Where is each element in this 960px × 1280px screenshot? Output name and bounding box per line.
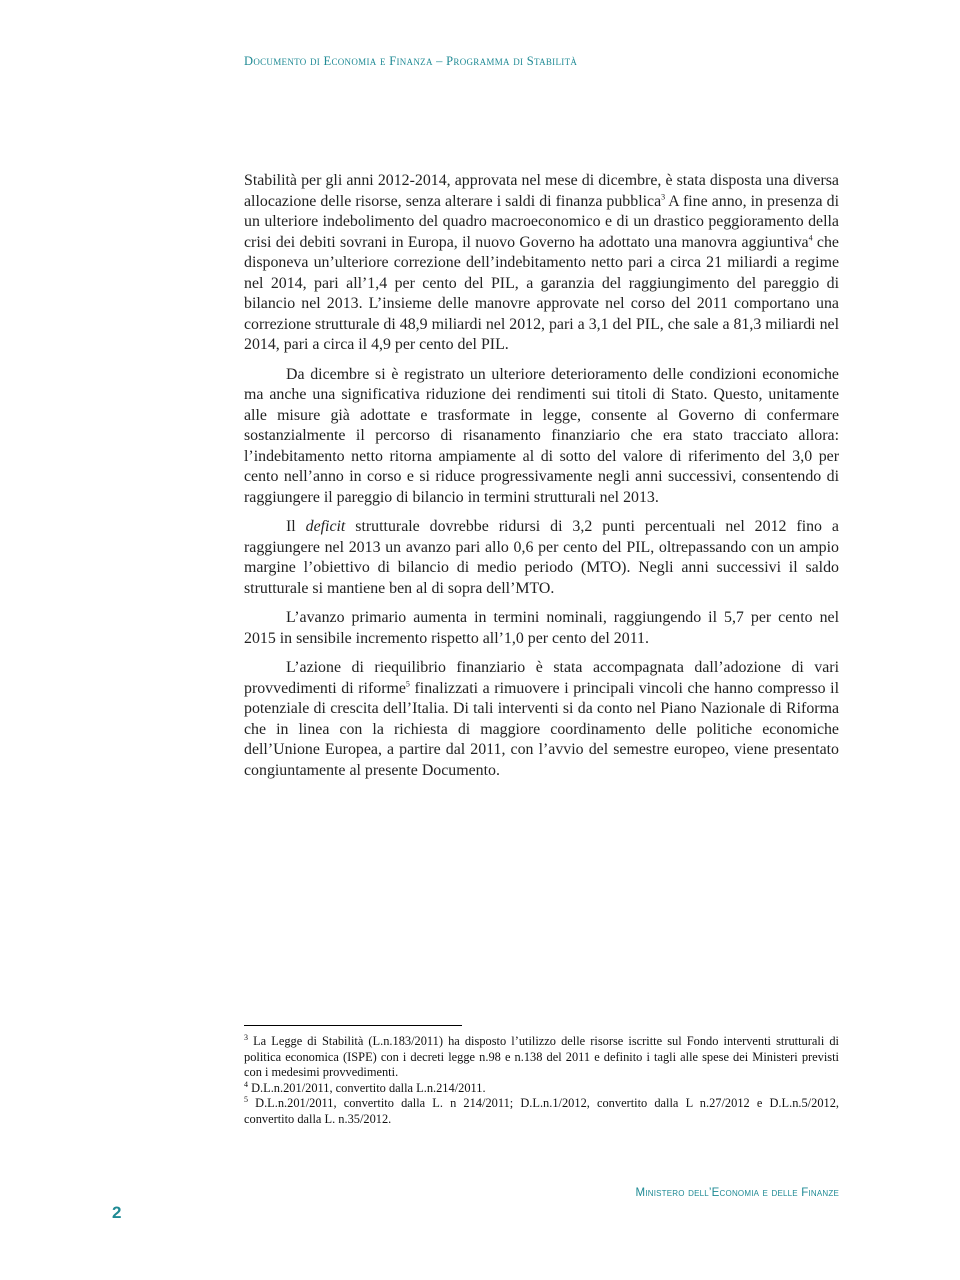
footnote-text: La Legge di Stabilità (L.n.183/2011) ha disposto l’utilizzo delle risorse iscritte sul Fondo interventi strutturali di politica economica (ISPE) con i decreti legge n.98 e n.138 del 2011 e definito i tagli alle spese dei Ministeri previsti con i medesimi provvedimenti. [244,1034,839,1080]
footnote-5 [244,1096,839,1127]
paragraph-1-part-a: Stabilità per gli anni 2012-2014, approvata nel mese di dicembre, è stata disposta una diversa allocazione delle risorse, senza alterare i saldi di finanza pubblica [244,172,839,210]
paragraph-5-part-a: L’azione di riequilibrio finanziario è stata accompagnata dall’adozione di vari provvedimenti di riforme [244,659,839,697]
paragraph-1-part-b: A fine anno, in presenza di un ulteriore indebolimento del quadro macroeconomico e di un drastico peggioramento della crisi dei debiti sovrani in Europa, il nuovo Governo ha adottato una manovra aggiuntiva [244,192,839,251]
footnote-text: D.L.n.201/2011, convertito dalla L.n.214/2011. [248,1080,486,1095]
paragraph-1-part-c: che disponeva un’ulteriore correzione dell’indebitamento netto pari a circa 21 miliardi a regime nel 2014, pari all’1,4 per cento del PIL, a garanzia del raggiungimento del pareggio di bilancio nel 2013. L’insieme delle manovre approvate nel corso del 2011 comportano una correzione strutturale di 48,9 miliardi nel 2012, pari a 3,1 del PIL, che sale a 81,3 miliardi nel 2014, pari a circa il 4,9 per cento del PIL. [244,233,839,353]
footnote-3 [244,1034,839,1081]
footnote-ref-3: 3 [661,192,666,202]
paragraph-1 [244,171,839,356]
paragraph-2: Da dicembre si è registrato un ulteriore deterioramento delle condizioni economiche ma anche una significativa riduzione dei rendimenti sui titoli di Stato. Questo, unitamente alle misure già adottate e trasformate in legge, consente al Governo di confermare sostanzialmente il percorso di risanamento finanziario che era stato tracciato allora: l’indebitamento netto ritorna ampiamente al di sotto del valore di riferimento del 3,0 per cento nell’anno in corso e si riduce progressivamente negli anni successivi, consentendo di raggiungere il pareggio di bilancio in termini strutturali nel 2013. [244,365,839,506]
footnote-number: 4 [244,1079,248,1089]
paragraph-5-part-b: finalizzati a rimuovere i principali vincoli che hanno compresso il potenziale di crescita dell’Italia. Di tali interventi si da conto nel Piano Nazionale di Riforma che in linea con la richiesta di maggiore coordinamento delle politiche economiche dell’Unione Europea, a partire dal 2011, con l’avvio del semestre europeo, viene presentato congiuntamente al presente Documento. [244,679,839,779]
footnote-separator [244,1025,462,1026]
footnote-number: 3 [244,1032,248,1042]
running-header: Documento di Economia e Finanza – Programma di Stabilità [244,54,578,68]
paragraph-4: L’avanzo primario aumenta in termini nominali, raggiungendo il 5,7 per cento nel 2015 in sensibile incremento rispetto all’1,0 per cento del 2011. [244,609,839,647]
paragraph-3 [244,517,839,599]
footnote-4 [244,1081,839,1097]
footer-ministry: Ministero dell’Economia e delle Finanze [635,1187,839,1199]
body-text [244,171,839,790]
paragraph-3-part-b: strutturale dovrebbe ridursi di 3,2 punti percentuali nel 2012 fino a raggiungere nel 2013 un avanzo pari allo 0,6 per cento del PIL, oltrepassando con un ampio margine l’obiettivo di bilancio di medio periodo (MTO). Negli anni successivi il saldo strutturale si mantiene ben al di sopra dell’MTO. [244,518,839,597]
paragraph-5 [244,658,839,781]
footnote-number: 5 [244,1095,248,1105]
footnote-ref-5: 5 [405,679,410,689]
footnote-ref-4: 4 [808,233,813,243]
paragraph-3-part-a: Il [286,518,306,535]
footnotes [244,1034,839,1128]
footnote-text: D.L.n.201/2011, convertito dalla L. n 214/2011; D.L.n.1/2012, convertito dalla L n.27/2012 e D.L.n.5/2012, convertito dalla L. n.35/2012. [244,1096,839,1126]
page-number: 2 [112,1203,122,1222]
deficit-term: deficit [305,518,346,535]
